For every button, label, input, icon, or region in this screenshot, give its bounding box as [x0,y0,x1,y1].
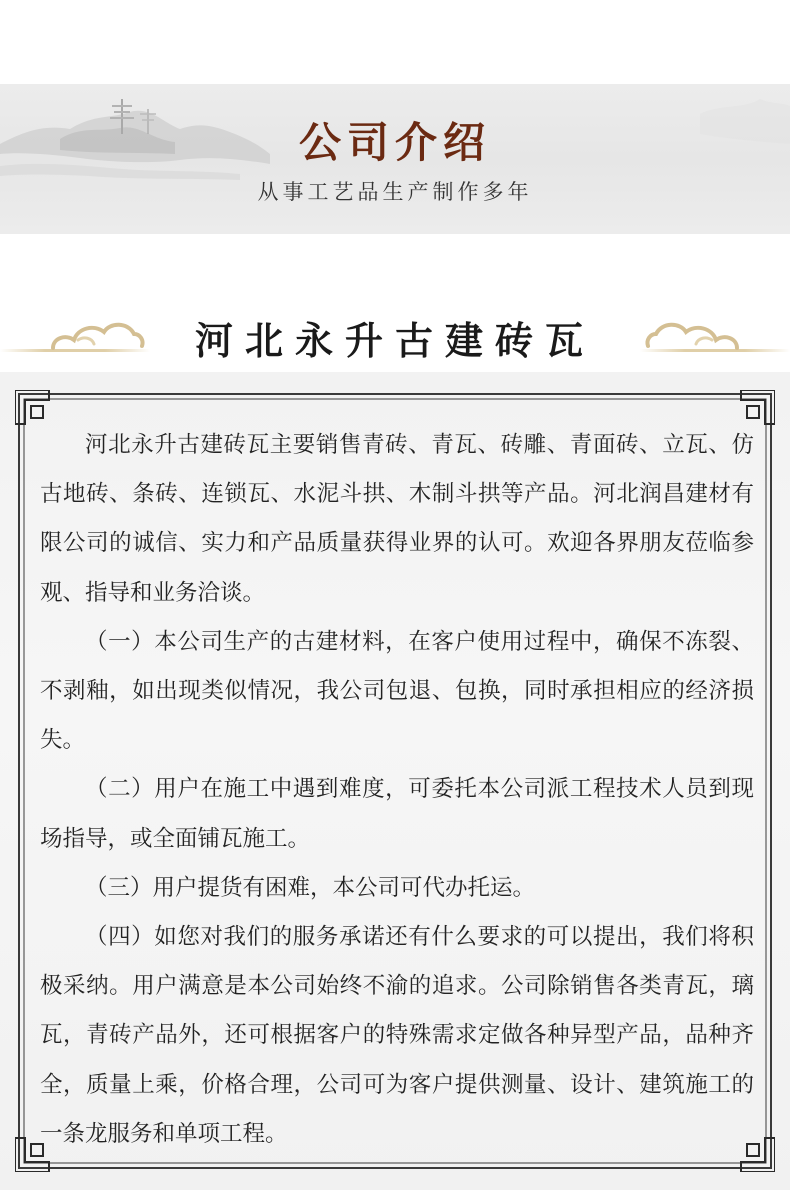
section-title: 河北永升古建砖瓦 [194,319,595,363]
paragraph-item-4: （四）如您对我们的服务承诺还有什么要求的可以提出，我们将积极采纳。用户满意是本公司始终不渝的追求。公司除销售各类青瓦，璃瓦，青砖产品外，还可根据客户的特殊需求定做各种异型产品，品种齐全，质量上乘，价格合理，公司可为客户提供测量、设计、建筑施工的一条龙服务和单项工程。 [40,924,754,1147]
section-heading [0,296,790,376]
paragraph-intro: 河北永升古建砖瓦主要销售青砖、青瓦、砖雕、青面砖、立瓦、仿古地砖、条砖、连锁瓦、水泥斗拱、木制斗拱等产品。河北润昌建材有限公司的诚信、实力和产品质量获得业界的认可。欢迎各界朋友莅临参观、指导和业务洽谈。 [40,432,754,606]
intro-banner [0,84,790,234]
company-description [40,421,754,1159]
paragraph-item-1: （一）本公司生产的古建材料，在客户使用过程中，确保不冻裂、不剥釉，如出现类似情况，我公司包退、包换，同时承担相应的经济损失。 [40,628,754,754]
banner-subtitle: 从事工艺品生产制作多年 [257,180,533,204]
paragraph-item-3: （三）用户提货有困难，本公司可代办托运。 [85,874,536,901]
paragraph-item-2: （二）用户在施工中遇到难度，可委托本公司派工程技术人员到现场指导，或全面铺瓦施工。 [40,776,754,852]
banner-title: 公司介绍 [298,118,491,167]
